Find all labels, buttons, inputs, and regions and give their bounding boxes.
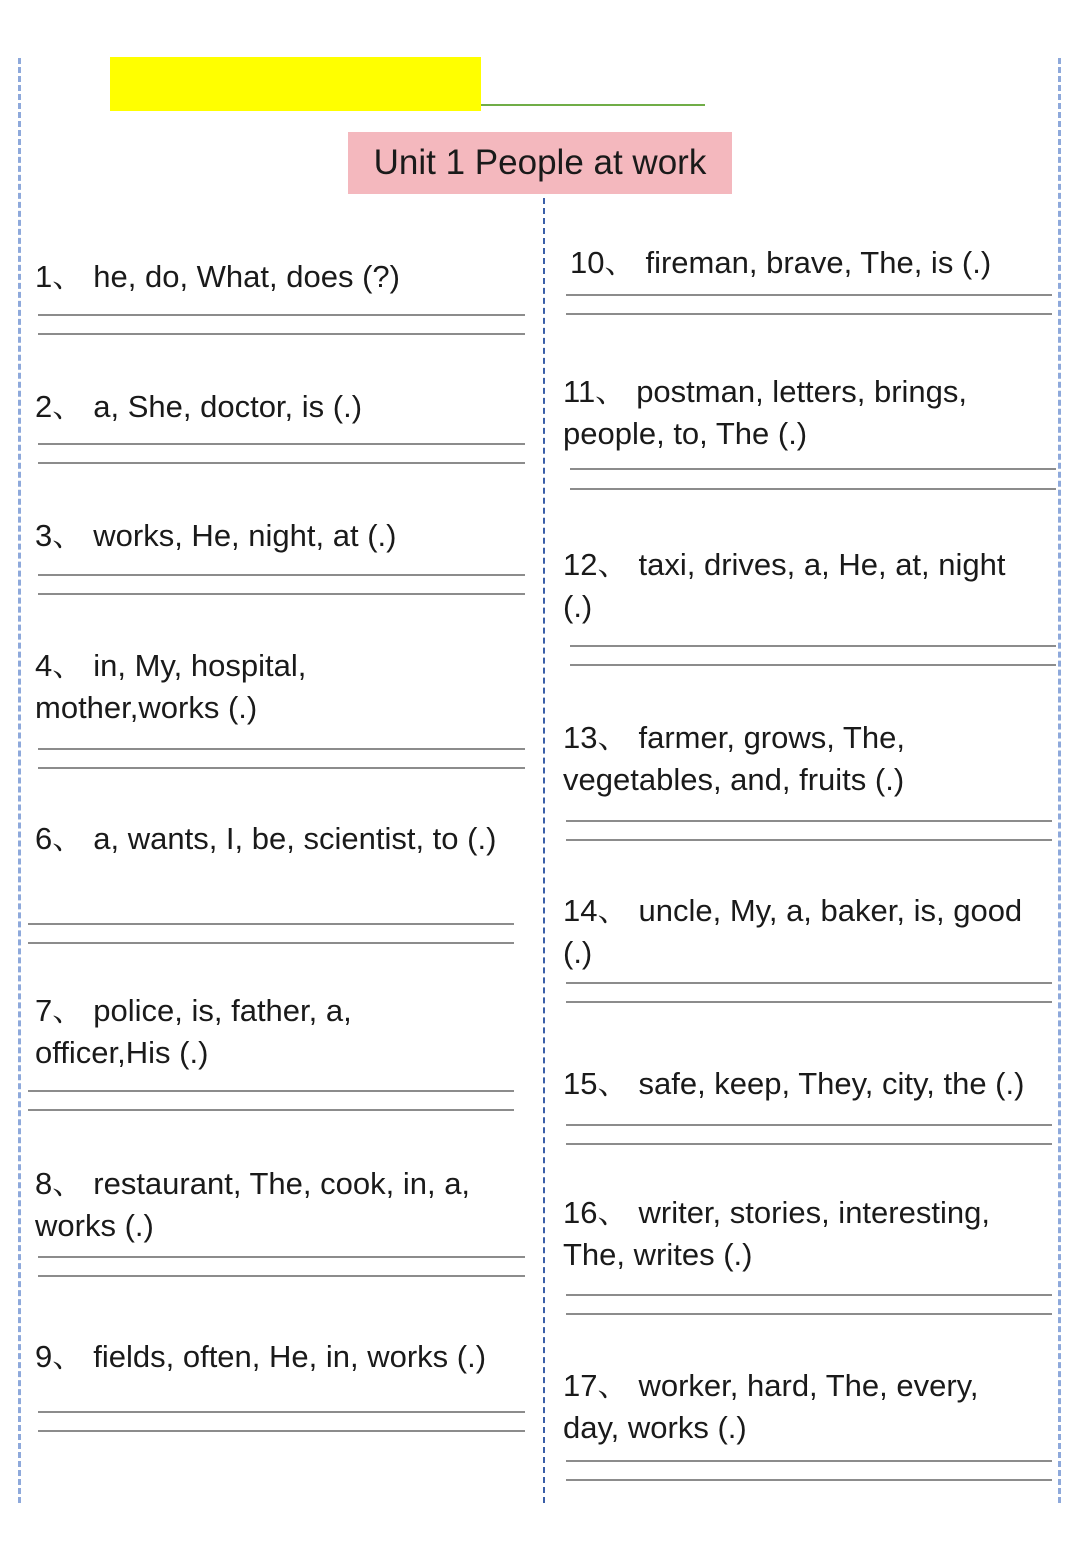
answer-line[interactable] xyxy=(38,314,525,316)
answer-line[interactable] xyxy=(28,1109,514,1111)
name-underline xyxy=(481,104,705,106)
answer-line[interactable] xyxy=(566,1460,1052,1462)
left-border-dash xyxy=(18,58,21,1503)
answer-line[interactable] xyxy=(566,294,1052,296)
answer-line[interactable] xyxy=(28,923,514,925)
question-2: 2、 a, She, doctor, is (.) xyxy=(35,389,363,424)
answer-line[interactable] xyxy=(38,1256,525,1258)
question-1: 1、 he, do, What, does (?) xyxy=(35,259,400,294)
question-6: 6、 a, wants, I, be, scientist, to (.) xyxy=(35,821,497,856)
answer-line[interactable] xyxy=(38,767,525,769)
answer-line[interactable] xyxy=(28,942,514,944)
answer-line[interactable] xyxy=(566,1479,1052,1481)
answer-line[interactable] xyxy=(566,1001,1052,1003)
answer-line[interactable] xyxy=(38,748,525,750)
question-14: 14、 uncle, My, a, baker, is, good (.) xyxy=(563,893,1023,970)
question-17: 17、 worker, hard, The, every, day, works (.) xyxy=(563,1368,979,1445)
question-10: 10、 fireman, brave, The, is (.) xyxy=(570,245,992,280)
question-3: 3、 works, He, night, at (.) xyxy=(35,518,397,553)
question-4: 4、 in, My, hospital, mother,works (.) xyxy=(35,648,307,725)
question-9: 9、 fields, often, He, in, works (.) xyxy=(35,1339,487,1374)
answer-line[interactable] xyxy=(38,574,525,576)
name-highlight-box xyxy=(110,57,481,111)
question-11: 11、 postman, letters, brings, people, to, The (.) xyxy=(563,374,968,451)
answer-line[interactable] xyxy=(566,1124,1052,1126)
answer-line[interactable] xyxy=(570,488,1056,490)
question-7: 7、 police, is, father, a, officer,His (.) xyxy=(35,993,352,1070)
answer-line[interactable] xyxy=(38,333,525,335)
question-8: 8、 restaurant, The, cook, in, a, works (.) xyxy=(35,1166,471,1243)
answer-line[interactable] xyxy=(566,1143,1052,1145)
answer-line[interactable] xyxy=(570,645,1056,647)
question-13: 13、 farmer, grows, The, vegetables, and, fruits (.) xyxy=(563,720,905,797)
column-divider xyxy=(543,198,545,1503)
answer-line[interactable] xyxy=(38,1275,525,1277)
answer-line[interactable] xyxy=(570,664,1056,666)
answer-line[interactable] xyxy=(38,462,525,464)
question-16: 16、 writer, stories, interesting, The, writes (.) xyxy=(563,1195,990,1272)
answer-line[interactable] xyxy=(38,1430,525,1432)
right-border-dash xyxy=(1058,58,1061,1503)
question-15: 15、 safe, keep, They, city, the (.) xyxy=(563,1066,1025,1101)
answer-line[interactable] xyxy=(566,313,1052,315)
answer-line[interactable] xyxy=(566,982,1052,984)
answer-line[interactable] xyxy=(38,593,525,595)
page-title: Unit 1 People at work xyxy=(348,132,732,194)
answer-line[interactable] xyxy=(566,1294,1052,1296)
answer-line[interactable] xyxy=(566,1313,1052,1315)
answer-line[interactable] xyxy=(38,1411,525,1413)
answer-line[interactable] xyxy=(28,1090,514,1092)
question-12: 12、 taxi, drives, a, He, at, night (.) xyxy=(563,547,1006,624)
answer-line[interactable] xyxy=(570,468,1056,470)
answer-line[interactable] xyxy=(566,839,1052,841)
answer-line[interactable] xyxy=(38,443,525,445)
answer-line[interactable] xyxy=(566,820,1052,822)
